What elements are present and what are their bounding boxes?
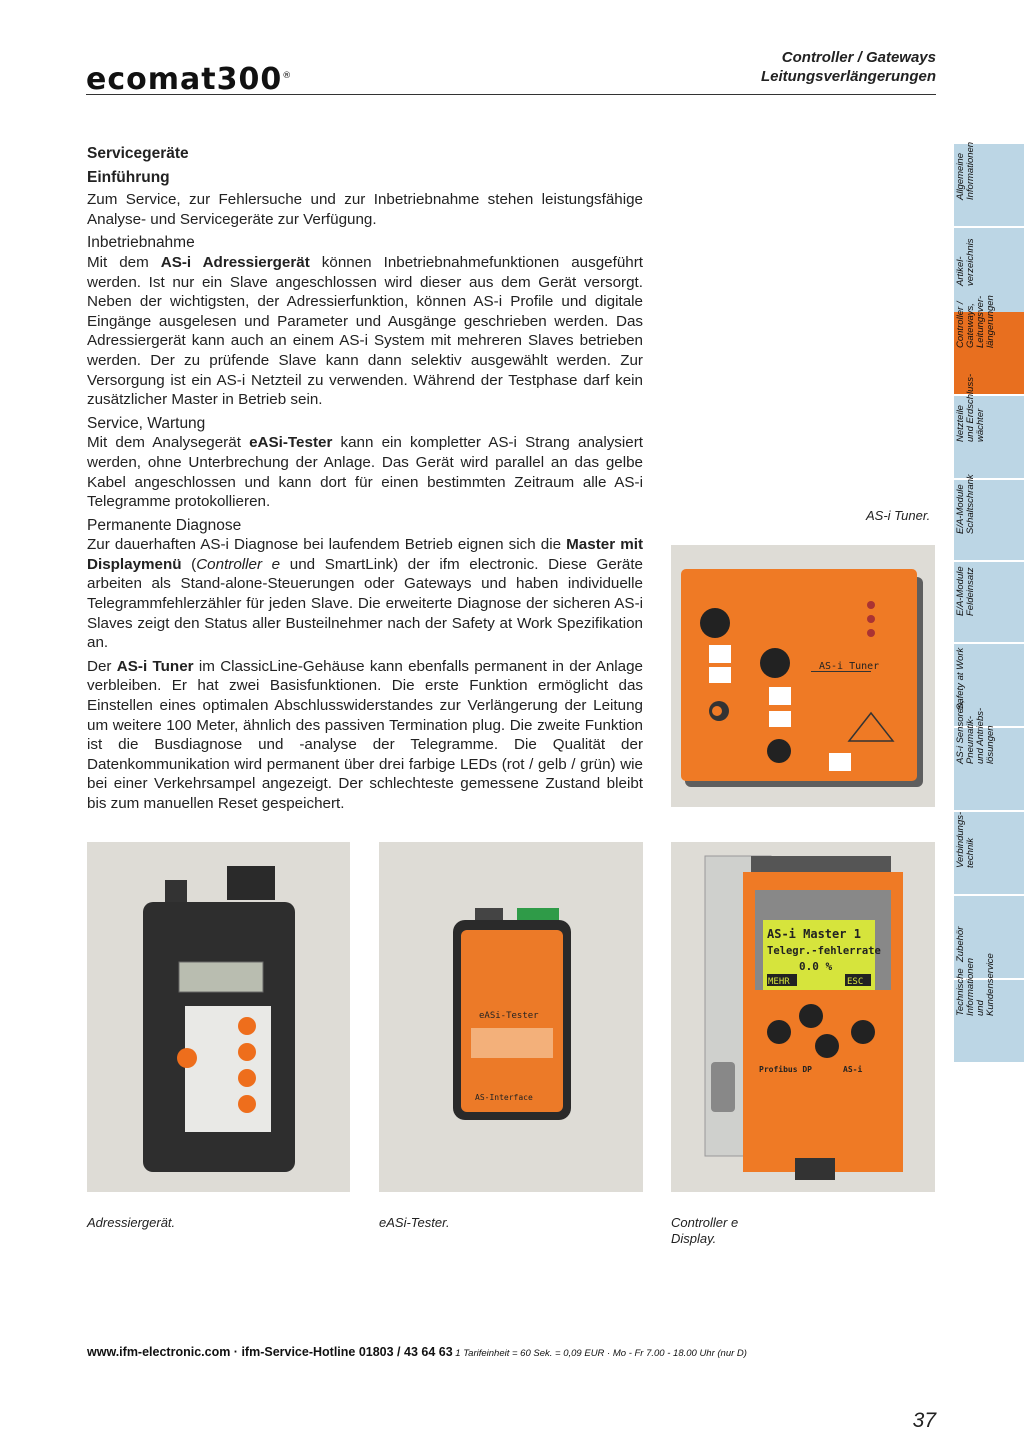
footer-note: 1 Tarifeinheit = 60 Sek. = 0,09 EUR · Mo - Fr 7.00 - 18.00 Uhr (nur D) (452, 1348, 747, 1359)
display-btn-left: MEHR (768, 977, 790, 987)
header-title-line1: Controller / Gateways (781, 49, 936, 66)
heading-inbetriebnahme: Inbetriebnahme (87, 234, 195, 252)
tab-netzteile[interactable]: Netzteile und Erdschluss- wächter (954, 396, 1024, 480)
paragraph-diagnose: Zur dauerhaften AS-i Diagnose bei laufendem Betrieb eignen sich die Master mit Displaymenü (Controller e und SmartLink) der ifm electronic. Diese Geräte arbeiten als Stand-alone-Steuerungen oder Gateways und haben individuelle Telegrammfehlerzähler für jeden Slave. Die erweiterte Diagnose der sicheren AS-i Slaves zeigt den Status aller Busteilnehmer nach der Safety at Work Spezifikation an. (87, 536, 644, 652)
header-divider (86, 94, 936, 95)
caption-adressiergeraet: Adressiergerät. (87, 1215, 176, 1230)
tab-controller-gateways[interactable]: Controller / Gateways, Leitungsver- längerungen (954, 312, 1024, 396)
page-number: 37 (912, 1409, 936, 1432)
tab-allgemeine-informationen[interactable]: Allgemeine Informationen (954, 144, 1024, 228)
heading-permanente-diagnose: Permanente Diagnose (87, 516, 242, 534)
paragraph-inbetriebnahme: Mit dem AS-i Adressiergerät können Inbetriebnahmefunktionen ausgeführt werden. Ist nur ein Slave angeschlossen wird dieser aus dem Gerät versorgt. Neben der wichtigsten, der Adressierfunktion, können AS-i Profile und digitale Eingänge ausgelesen und Parameter und Ausgänge geschrieben werden. Das Adressiergerät kann auch an einem AS-i System mit mehreren Slaves betrieben werden. Der zu prüfende Slave kann dann selektiv ausgewählt werden. Zur Versorgung ist ein AS-i Netzteil zu verwenden. Während der Testphase darf kein zusätzlicher Master in Betrieb sein. (87, 253, 643, 409)
photo-easi-tester (379, 842, 643, 1192)
display-line3: 0.0 % (799, 960, 833, 973)
display-btn-right: ESC (847, 977, 864, 987)
photo-asi-tuner (671, 545, 935, 807)
photo-controller-e (671, 842, 935, 1192)
tab-technische-informationen[interactable]: Technische Informationen und Kundenservice (954, 980, 1024, 1064)
tab-artikelverzeichnis[interactable]: Artikel- verzeichnis (954, 228, 1024, 314)
main-text (87, 144, 643, 814)
footer-hotline: ifm-Service-Hotline 01803 / 43 64 63 (241, 1345, 453, 1359)
paragraph-wartung: Mit dem Analysegerät eASi-Tester kann ein kompletter AS-i Strang analysiert werden, ohne Unterbrechung der Anlage. Das Gerät wird parallel an das gelbe Kabel angeschlossen und kann dort für einen bestimmten Zeitraum alle AS-i Telegramme protokollieren. (87, 434, 643, 511)
tester-brand-label: AS-Interface (475, 1093, 533, 1102)
heading-service-wartung: Service, Wartung (87, 414, 206, 432)
tester-device-label: eASi-Tester (479, 1011, 539, 1021)
tab-ea-module-feldeinsatz[interactable]: E/A-Module Feldeinsatz (954, 562, 1024, 644)
tab-asi-sensoren[interactable]: AS-i Sensoren, Pneumatik- und Antriebs- lösungen (954, 728, 1024, 812)
controller-asi-label: AS-i (843, 1065, 863, 1074)
display-line2: Telegr.-fehlerrate (767, 945, 881, 957)
caption-tuner: AS-i Tuner. (866, 508, 931, 523)
tab-safety-at-work[interactable]: Safety at Work (954, 644, 1024, 728)
display-line1: AS-i Master 1 (767, 927, 861, 941)
page-footer: www.ifm-electronic.com · ifm-Service-Hotline 01803 / 43 64 63 1 Tarifeinheit = 60 Sek. = 0,09 EUR · Mo - Fr 7.00 - 18.00 Uhr (nur D) (87, 1345, 747, 1359)
caption-easi-tester: eASi-Tester. (379, 1215, 450, 1230)
tuner-device-label: AS-i Tuner (819, 661, 880, 672)
section-header (761, 48, 936, 86)
heading-servicegeraete: Servicegeräte (87, 145, 189, 162)
paragraph-intro: Zum Service, zur Fehlersuche und zur Inbetriebnahme stehen leistungsfähige Analyse- und Servicegeräte zur Verfügung. (87, 191, 643, 228)
tab-verbindungstechnik[interactable]: Verbindungs- technik (954, 812, 1024, 896)
caption-controller-e: Controller e Display. (671, 1215, 739, 1246)
tab-ea-module-schaltschrank[interactable]: E/A-Module Schaltschrank (954, 480, 1024, 562)
heading-einfuehrung: Einführung (87, 168, 170, 186)
controller-profibus-label: Profibus DP (759, 1065, 812, 1074)
photo-adressiergeraet (87, 842, 350, 1192)
brand-logo: ecomat300® (86, 62, 293, 97)
tab-zubehoer[interactable]: Zubehör (954, 896, 1024, 980)
footer-url[interactable]: www.ifm-electronic.com (87, 1345, 231, 1359)
paragraph-tuner: Der AS-i Tuner im ClassicLine-Gehäuse kann ebenfalls permanent in der Anlage verbleiben. Er hat zwei Basisfunktionen. Die erste Funktion ermöglicht das Einstellen eines optimalen Abschlusswiderstandes zur Verlängerung der Leitung um weitere 100 Meter, ähnlich des passiven Termination plug. Die zweite Funktion ist die Busdiagnose und -analyse der Telegramme. Die Qualität der Datenkommunikation wird permanent über drei farbige LEDs (rot / gelb / grün) wie bei einer Verkehrsampel angezeigt. Der schlechteste gemessene Zustand bleibt bis zum manuellen Reset gespeichert. (87, 657, 643, 812)
header-title-line2: Leitungsverlängerungen (760, 68, 936, 85)
